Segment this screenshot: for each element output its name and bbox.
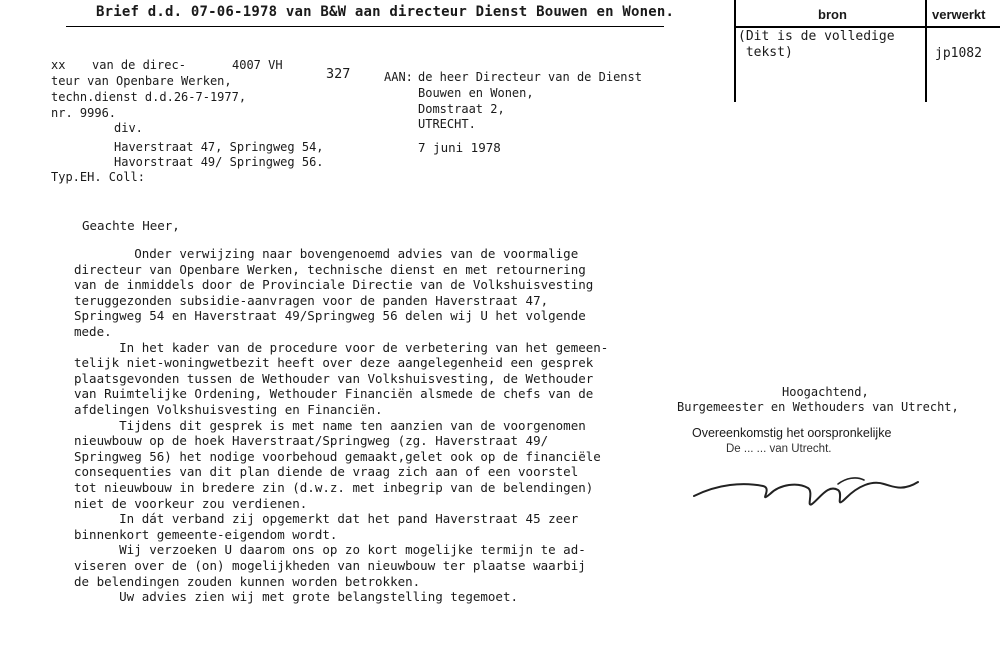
signature-scribble (688, 464, 928, 514)
bron-cell-line2: tekst) (738, 45, 793, 60)
body-line: Onder verwijzing naar bovengenoemd advies van de voormalige (74, 246, 579, 261)
body-line: Uw advies zien wij met grote belangstelling tegemoet. (74, 589, 519, 605)
body-line: viseren over de (on) mogelijkheden van nieuwbouw ter plaatse waarbij (74, 558, 586, 573)
body-line: In dát verband zij opgemerkt dat het pand Haverstraat 45 zeer (74, 511, 579, 527)
closing-sender: Burgemeester en Wethouders van Utrecht, (677, 400, 959, 414)
address-label: AAN: (384, 70, 413, 84)
body-line: van de inmiddels door de Provinciale Directie van de Volkshuisvesting (74, 277, 594, 293)
body-line: nieuwbouw op de hoek Haverstraat/Springweg (zg. Haverstraat 49/ (74, 433, 549, 449)
address-line4: UTRECHT. (418, 117, 476, 131)
bron-cell-line1: (Dit is de volledige (738, 29, 895, 44)
address-line1: de heer Directeur van de Dienst (418, 70, 642, 84)
source-table (733, 0, 1000, 102)
address-line3: Domstraat 2, (418, 102, 505, 116)
body-line: teruggezonden subsidie-aanvragen voor de panden Haverstraat 47, (74, 292, 549, 308)
verwerkt-cell: jp1082 (935, 46, 982, 61)
table-header-rule (734, 26, 1000, 28)
reference-code: 4007 VH (232, 58, 283, 72)
body-line: directeur van Openbare Werken, technische dienst en met retournering (74, 261, 586, 277)
reference-line4: nr. 9996. (51, 106, 117, 120)
body-line: niet de voorkeur zou verdienen. (74, 495, 308, 511)
body-line: van Ruimtelijke Ordening, Wethouder Financiën alsmede de chefs van de (74, 386, 594, 402)
body-line: Wij verzoeken U daarom ons op zo kort mogelijke termijn te ad- (74, 542, 586, 558)
body-line: binnenkort gemeente-eigendom wordt. (74, 526, 338, 542)
column-header-verwerkt: verwerkt (932, 7, 986, 22)
reference-line2: teur van Openbare Werken, (51, 74, 232, 88)
body-line: In het kader van de procedure voor de verbetering van het gemeen- (74, 339, 609, 355)
closing-greeting: Hoogachtend, (782, 385, 869, 399)
reference-xx: xx (51, 58, 66, 72)
letter-number: 327 (326, 66, 351, 82)
body-line: telijk niet-woningwetbezit heeft over deze aangelegenheid een gesprek (74, 355, 594, 371)
subject-line2: Havorstraat 49/ Springweg 56. (114, 155, 324, 169)
reference-line3: techn.dienst d.d.26-7-1977, (51, 90, 247, 104)
body-line: Tijdens dit gesprek is met name ten aanzien van de voorgenomen (74, 417, 586, 433)
address-line2: Bouwen en Wonen, (418, 86, 534, 100)
title-underline (66, 26, 664, 27)
column-header-bron: bron (818, 7, 847, 22)
reference-line1: van de direc- (92, 58, 186, 72)
salutation: Geachte Heer, (82, 218, 180, 233)
body-line: consequenties van dit plan diende de vraag zich aan of een voorstel (74, 464, 579, 480)
stamp-line1: Overeenkomstig het oorspronkelijke (692, 426, 892, 440)
body-line: Springweg 54 en Haverstraat 49/Springweg 56 delen wij U het volgende (74, 308, 586, 324)
stamp-line2: De ... ... van Utrecht. (726, 443, 832, 455)
document-title: Brief d.d. 07-06-1978 van B&W aan directeur Dienst Bouwen en Wonen. (96, 4, 675, 20)
letter-date: 7 juni 1978 (418, 140, 501, 155)
body-line: mede. (74, 324, 112, 339)
body-line: Springweg 56) het nodige voorbehoud gemaakt,gelet ook op de financiële (74, 448, 601, 464)
typist-line: Typ.EH. Coll: (51, 170, 145, 184)
table-column-divider (925, 0, 927, 102)
subject-line1: Haverstraat 47, Springweg 54, (114, 140, 324, 154)
table-left-border (734, 0, 736, 102)
body-line: plaatsgevonden tussen de Wethouder van Volkshuisvesting, de Wethouder (74, 370, 594, 386)
reference-div: div. (114, 121, 143, 135)
body-line: tot nieuwbouw in bredere zin (d.w.z. met inbegrip van de belendingen) (74, 480, 594, 495)
body-line: afdelingen Volkshuisvesting en Financiën. (74, 402, 383, 417)
body-line: de belendingen zouden kunnen worden betrokken. (74, 573, 421, 589)
